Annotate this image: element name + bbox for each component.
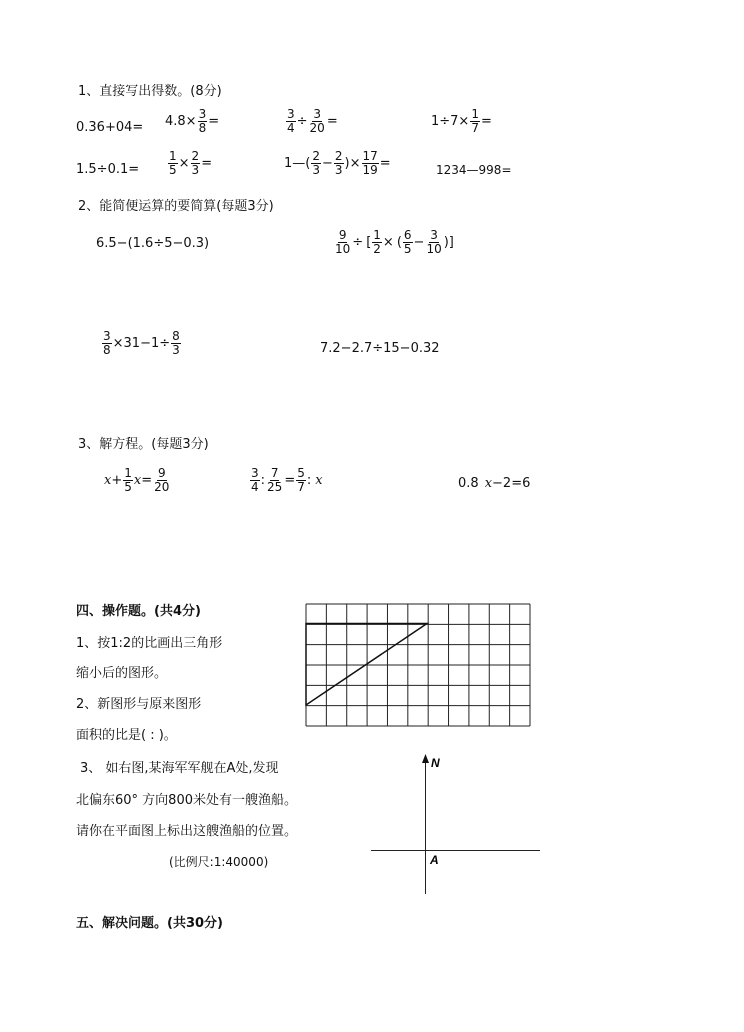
section-1-title: 1、直接写出得数。(8分) xyxy=(78,84,222,99)
problem-1-2: 4.8× $\frac{3}{8}$ = xyxy=(165,107,220,135)
problem-1-6: $\frac{1}{5}$ × $\frac{2}{3}$ = xyxy=(169,149,213,177)
section-3-title: 3、解方程。(每题3分) xyxy=(78,437,209,452)
q1-line2: 缩小后的图形。 xyxy=(76,666,168,681)
section-5-title: 五、解决问题。(共30分) xyxy=(76,916,223,931)
problem-1-3: $\frac{3}{4}$ ÷ $\frac{3}{20}$ = xyxy=(287,107,338,135)
triangle-grid xyxy=(305,603,531,727)
equation-3: 0.8 x −2=6 xyxy=(458,476,531,491)
equation-2: $\frac{3}{4}$ : $\frac{7}{25}$ = $\frac{5}{7}$ : x xyxy=(251,466,323,494)
q3-line2: 北偏东60° 方向800米处有一艘渔船。 xyxy=(76,793,297,808)
north-arrow-icon xyxy=(422,754,429,763)
q1-line1: 1、按1:2的比画出三角形 xyxy=(76,636,223,651)
calc-problem-2: $\frac{9}{10}$ ÷ [ $\frac{1}{2}$ × ( $\frac{6}{5}$ − $\frac{3}{10}$ )] xyxy=(335,228,454,256)
section-2-title: 2、能简便运算的要简算(每题3分) xyxy=(78,199,274,214)
problem-1-8: 1234—998= xyxy=(436,163,512,177)
section-4-title: 四、操作题。(共4分) xyxy=(76,604,201,619)
problem-1-5: 1.5÷0.1= xyxy=(76,162,140,177)
calc-problem-3: $\frac{3}{8}$ ×31−1÷ $\frac{8}{3}$ xyxy=(103,329,180,357)
problem-1-7: 1—( $\frac{2}{3}$ − $\frac{2}{3}$ )× $\frac{17}{19}$ = xyxy=(284,149,391,177)
problem-1-1: 0.36+04= xyxy=(76,120,144,135)
q2-line1: 2、新图形与原来图形 xyxy=(76,697,202,712)
north-label: N xyxy=(431,756,440,770)
q3-line3: 请你在平面图上标出这艘渔船的位置。 xyxy=(76,824,298,839)
equation-1: x + $\frac{1}{5}$ x = $\frac{9}{20}$ xyxy=(104,466,170,494)
q3-line1: 3、 如右图,某海军军舰在A处,发现 xyxy=(80,761,279,776)
compass-diagram xyxy=(368,752,544,898)
q2-line2: 面积的比是( : )。 xyxy=(76,728,177,743)
calc-problem-1: 6.5−(1.6÷5−0.3) xyxy=(96,236,210,251)
point-a-label: A xyxy=(430,853,439,867)
original-triangle xyxy=(306,624,427,706)
scale-note: (比例尺:1:40000) xyxy=(169,855,269,869)
calc-problem-4: 7.2−2.7÷15−0.32 xyxy=(320,341,440,356)
problem-1-4: 1÷7× $\frac{1}{7}$ = xyxy=(431,107,492,135)
